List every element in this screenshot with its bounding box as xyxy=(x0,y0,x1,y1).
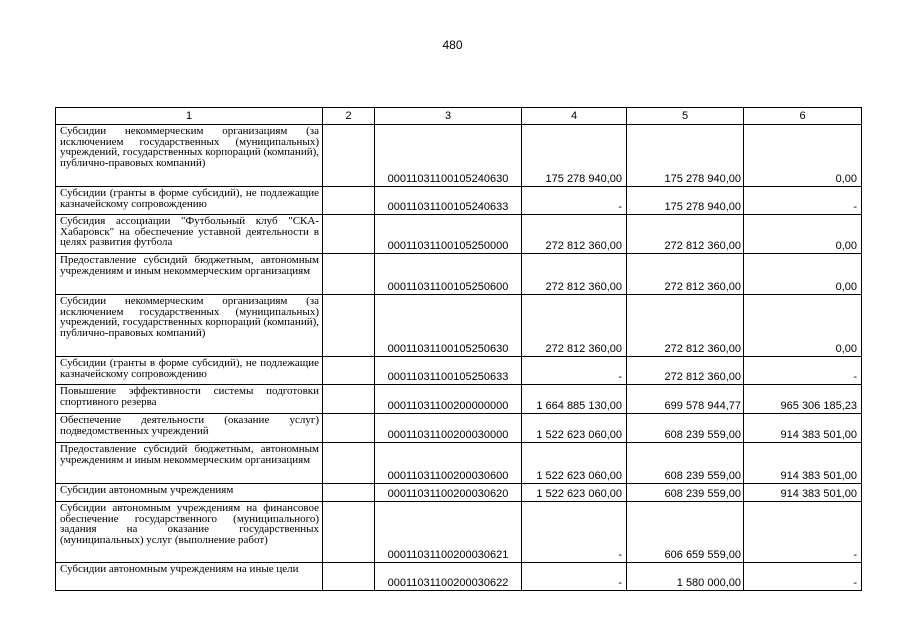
table-row xyxy=(56,443,862,484)
column-header-4: 4 xyxy=(522,108,627,125)
row-description: Субсидии некоммерческим организациям (за исключением государственных (муниципальных) учреждений, государственных корпораций (компаний), публично-правовых компаний) xyxy=(56,125,323,187)
row-value-5: 175 278 940,00 xyxy=(627,125,744,187)
table-row xyxy=(56,295,862,357)
row-value-6: - xyxy=(744,357,862,385)
row-description: Предоставление субсидий бюджетным, автономным учреждениям и иным некоммерческим организациям xyxy=(56,443,323,484)
table-row xyxy=(56,125,862,187)
table-row xyxy=(56,502,862,563)
row-value-5: 606 659 559,00 xyxy=(627,502,744,563)
row-column-2 xyxy=(323,443,375,484)
row-value-6: - xyxy=(744,563,862,591)
row-description: Предоставление субсидий бюджетным, автономным учреждениям и иным некоммерческим организациям xyxy=(56,254,323,295)
row-description: Субсидии (гранты в форме субсидий), не подлежащие казначейскому сопровождению xyxy=(56,357,323,385)
row-description: Субсидии автономным учреждениям на финансовое обеспечение государственного (муниципального) задания на оказание государственных (муниципальных) услуг (выполнение работ) xyxy=(56,502,323,563)
row-column-2 xyxy=(323,385,375,414)
row-value-4: - xyxy=(522,563,627,591)
row-value-6: 914 383 501,00 xyxy=(744,484,862,502)
row-code: 00011031100200030621 xyxy=(375,502,522,563)
row-column-2 xyxy=(323,187,375,215)
row-value-4: 272 812 360,00 xyxy=(522,215,627,254)
row-value-5: 699 578 944,77 xyxy=(627,385,744,414)
row-code: 00011031100200030000 xyxy=(375,414,522,443)
row-value-6: 0,00 xyxy=(744,215,862,254)
row-value-5: 272 812 360,00 xyxy=(627,215,744,254)
budget-table xyxy=(55,107,862,591)
row-value-4: 272 812 360,00 xyxy=(522,254,627,295)
table-row xyxy=(56,484,862,502)
row-value-6: 0,00 xyxy=(744,254,862,295)
row-value-6: 914 383 501,00 xyxy=(744,443,862,484)
row-code: 00011031100105240630 xyxy=(375,125,522,187)
table-row xyxy=(56,414,862,443)
row-value-4: 1 522 623 060,00 xyxy=(522,414,627,443)
row-value-5: 272 812 360,00 xyxy=(627,254,744,295)
row-column-2 xyxy=(323,254,375,295)
row-value-6: - xyxy=(744,502,862,563)
table-row xyxy=(56,357,862,385)
row-code: 00011031100105250000 xyxy=(375,215,522,254)
row-value-4: - xyxy=(522,187,627,215)
row-value-5: 272 812 360,00 xyxy=(627,357,744,385)
row-code: 00011031100200000000 xyxy=(375,385,522,414)
row-value-4: - xyxy=(522,502,627,563)
row-description: Субсидии некоммерческим организациям (за исключением государственных (муниципальных) учреждений, государственных корпораций (компаний), публично-правовых компаний) xyxy=(56,295,323,357)
row-description: Субсидии автономным учреждениям xyxy=(56,484,323,502)
row-value-6: 0,00 xyxy=(744,295,862,357)
row-value-4: 1 522 623 060,00 xyxy=(522,443,627,484)
column-header-2: 2 xyxy=(323,108,375,125)
row-value-5: 175 278 940,00 xyxy=(627,187,744,215)
row-column-2 xyxy=(323,484,375,502)
table-row xyxy=(56,215,862,254)
row-column-2 xyxy=(323,357,375,385)
row-value-6: 914 383 501,00 xyxy=(744,414,862,443)
row-value-5: 272 812 360,00 xyxy=(627,295,744,357)
table-row xyxy=(56,563,862,591)
row-value-4: 1 664 885 130,00 xyxy=(522,385,627,414)
row-value-6: - xyxy=(744,187,862,215)
row-column-2 xyxy=(323,563,375,591)
row-value-6: 965 306 185,23 xyxy=(744,385,862,414)
header-row xyxy=(56,108,862,125)
table-row xyxy=(56,254,862,295)
row-code: 00011031100105250600 xyxy=(375,254,522,295)
table-row xyxy=(56,385,862,414)
row-value-5: 608 239 559,00 xyxy=(627,443,744,484)
row-value-4: 1 522 623 060,00 xyxy=(522,484,627,502)
row-column-2 xyxy=(323,215,375,254)
row-column-2 xyxy=(323,502,375,563)
row-description: Субсидии (гранты в форме субсидий), не подлежащие казначейскому сопровождению xyxy=(56,187,323,215)
column-header-3: 3 xyxy=(375,108,522,125)
row-column-2 xyxy=(323,125,375,187)
row-code: 00011031100105240633 xyxy=(375,187,522,215)
row-description: Повышение эффективности системы подготовки спортивного резерва xyxy=(56,385,323,414)
row-code: 00011031100200030620 xyxy=(375,484,522,502)
row-value-6: 0,00 xyxy=(744,125,862,187)
row-value-5: 608 239 559,00 xyxy=(627,414,744,443)
column-header-6: 6 xyxy=(744,108,862,125)
row-code: 00011031100200030622 xyxy=(375,563,522,591)
column-header-5: 5 xyxy=(627,108,744,125)
page-number: 480 xyxy=(442,38,463,52)
column-header-1: 1 xyxy=(56,108,323,125)
row-code: 00011031100105250630 xyxy=(375,295,522,357)
row-value-4: 272 812 360,00 xyxy=(522,295,627,357)
row-code: 00011031100200030600 xyxy=(375,443,522,484)
table-row xyxy=(56,187,862,215)
row-description: Обеспечение деятельности (оказание услуг) подведомственных учреждений xyxy=(56,414,323,443)
row-code: 00011031100105250633 xyxy=(375,357,522,385)
row-value-4: 175 278 940,00 xyxy=(522,125,627,187)
row-value-4: - xyxy=(522,357,627,385)
row-description: Субсидии автономным учреждениям на иные цели xyxy=(56,563,323,591)
row-value-5: 1 580 000,00 xyxy=(627,563,744,591)
row-value-5: 608 239 559,00 xyxy=(627,484,744,502)
row-column-2 xyxy=(323,295,375,357)
row-description: Субсидия ассоциации "Футбольный клуб "СКА-Хабаровск" на обеспечение уставной деятельности в целях развития футбола xyxy=(56,215,323,254)
row-column-2 xyxy=(323,414,375,443)
